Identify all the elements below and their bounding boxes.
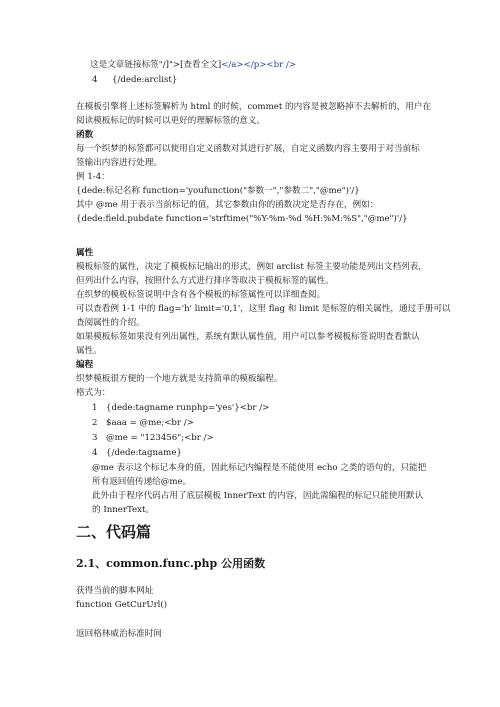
code-line-number: 4: [92, 75, 98, 85]
code-line-link-text: 这是文章链接标签"/]">[查看全文]: [90, 60, 222, 70]
code-line-arclist-end: [92, 74, 177, 86]
attribute-line-1: 模板标签的属性，决定了模板标记输出的形式，例如 arclist 标签主要功能是列出文档列表，: [76, 262, 427, 272]
code-line-text: $aaa = @me;<br />: [106, 418, 194, 428]
code-line-text: {/dede:tagname}: [106, 448, 182, 458]
code-line: [92, 447, 182, 459]
attribute-line-3: 在织梦的模板标签说明中含有各个模板的标签属性可以详细查阅。: [76, 290, 326, 300]
programming-line-1: 织梦模板很方便的一个地方就是支持简单的模板编程。: [76, 374, 283, 384]
code-line-number: 4: [92, 448, 98, 458]
chapter-heading: 二、代码篇: [76, 523, 152, 541]
intro-line-2: 阅读模板标记的时候可以更好的理解标签的意义。: [76, 116, 266, 126]
code-line-number: 1: [92, 403, 98, 413]
attribute-line-7: 属性。: [76, 346, 102, 356]
function-heading: 函数: [76, 130, 94, 140]
programming-note-1: @me 表示这个标记本身的值，因此标记内编程是不能使用 echo 之类的语句的，只能把: [92, 463, 427, 473]
code-line-number: 3: [92, 433, 98, 443]
programming-note-4: 的 InnerText。: [92, 505, 155, 515]
code-line-number: 2: [92, 418, 98, 428]
code-line-link-html: </a></p><br />: [221, 60, 297, 70]
code-line-text: {dede:tagname runphp='yes'}<br />: [106, 403, 270, 413]
tail-line-2: function GetCurUrl(): [76, 600, 168, 610]
attribute-line-6: 如果模板标签如果没有列出属性，系统有默认属性值，用户可以参考模板标签说明查看默认: [76, 332, 420, 342]
function-line-1: 每一个织梦的标签都可以使用自定义函数对其进行扩展，自定义函数内容主要用于对当前标: [76, 144, 420, 154]
attribute-line-5: 查阅属性的介绍。: [76, 318, 145, 328]
programming-line-2: 格式为：: [76, 388, 111, 398]
function-line-5: 其中 @me 用于表示当前标记的值，其它参数由你的函数决定是否存在，例如：: [76, 200, 379, 210]
intro-line-1: 在模板引擎将上述标签解析为 html 的时候，commet 的内容是被忽略掉不去解析的，用户在: [76, 102, 432, 112]
attribute-line-2: 但列出什么内容，按照什么方式进行排序等取决于模板标签的属性。: [76, 276, 334, 286]
function-line-6: {dede:field.pubdate function='strftime("%Y-%m-%d %H:%M:%S","@me")'/}: [76, 214, 408, 224]
programming-note-3: 此外由于程序代码占用了底层模板 InnerText 的内容，因此需编程的标记只能使用默认: [92, 491, 424, 501]
code-line: [92, 402, 269, 414]
section-heading: 2.1、common.func.php 公用函数: [76, 557, 266, 570]
code-line-arclist-text: {/dede:arclist}: [112, 75, 178, 85]
tail-line-3: 返回格林威治标准时间: [76, 629, 162, 639]
function-line-4: {dede:标记名称 function='youfunction("参数一","参数二","@me")'/}: [76, 186, 360, 196]
code-line: [92, 432, 214, 444]
function-line-2: 签输出内容进行处理。: [76, 158, 162, 168]
function-line-3: 例 1-4：: [76, 172, 110, 182]
attribute-heading: 属性: [76, 248, 94, 258]
code-line-text: @me = "123456";<br />: [106, 433, 214, 443]
attribute-line-4: 可以查看例 1-1 中的 flag='h' limit='0,1'，这里 flag 和 limit 是标签的相关属性，通过手册可以: [76, 304, 451, 314]
code-line: [92, 417, 194, 429]
code-line-link: [90, 59, 296, 71]
programming-note-2: 所有返回值传递给@me。: [92, 477, 192, 487]
programming-heading: 编程: [76, 360, 94, 370]
tail-line-1: 获得当前的脚本网址: [76, 586, 154, 596]
